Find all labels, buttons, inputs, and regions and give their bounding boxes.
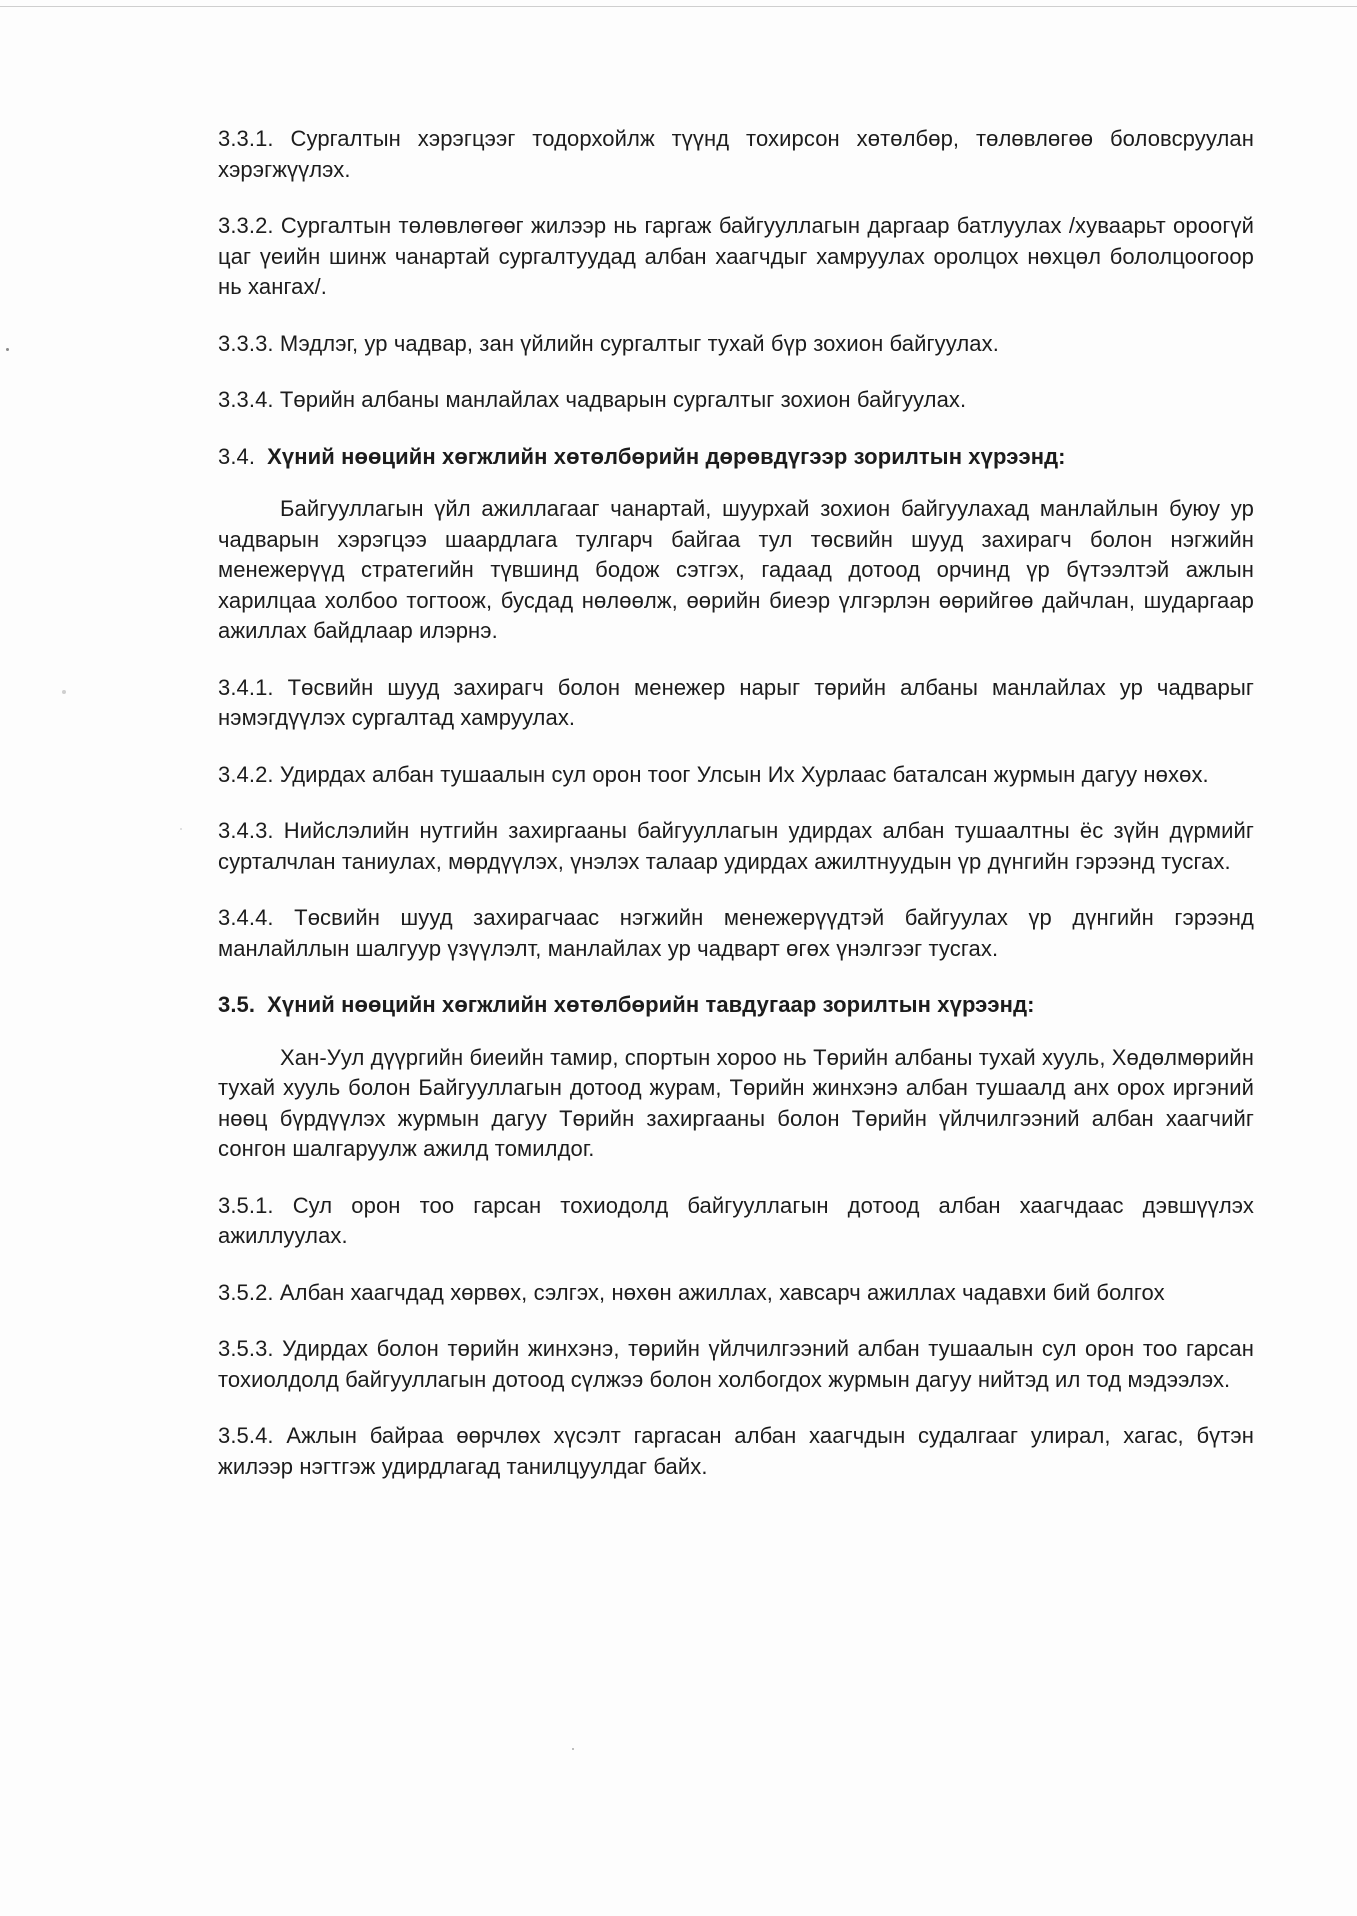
paragraph-3-5-1: 3.5.1. Сул орон тоо гарсан тохиодолд байгууллагын дотоод албан хаагчдаас дэвшүүлэх ажиллуулах. [218,1192,1254,1248]
paragraph-3-5-4: 3.5.4. Ажлын байраа өөрчлөх хүсэлт гаргасан албан хаагчдын судалгааг улирал, хагас, бүтэн жилээр нэгтгэж удирдлагад танилцуулдаг байх. [218,1423,1254,1479]
scan-speck [572,1748,574,1750]
paragraph-3-4-intro: Байгууллагын үйл ажиллагааг чанартай, шуурхай зохион байгуулахад манлайлын буюу ур чадварын хэрэгцээ шаардлага тулгарч байгаа тул төсвийн шууд захирагч болон нэгжийн менежерүүд стратегийн түвшинд бодож сэтгэх, гадаад дотоод орчинд үр бүтээлтэй ажлын харилцаа холбоо тогтоож, бусдад нөлөөлж, өөрийн биеэр үлгэрлэн өөрийгөө дайчлан, шударгаар ажиллах байдлаар илэрнэ. [218,496,1254,643]
paragraph-3-4-4: 3.4.4. Төсвийн шууд захирагчаас нэгжийн менежерүүдтэй байгуулах үр дүнгийн гэрээнд манлайллын шалгуур үзүүлэлт, манлайлах ур чадварт өгөх үнэлгээг тусгах. [218,905,1254,961]
paragraph-3-5-intro: Хан-Уул дүүргийн биеийн тамир, спортын хороо нь Төрийн албаны тухай хууль, Хөдөлмөрийн тухай хууль болон Байгууллагын дотоод журам, Төрийн жинхэнэ албан тушаалд анх орох иргэний нөөц бүрдүүлэх журмын дагуу Төрийн захиргааны болон Төрийн үйлчилгээний албан хаагчийг сонгон шалгаруулж ажилд томилдог. [218,1044,1254,1161]
scan-speck [180,828,182,830]
paragraph-3-5-2: 3.5.2. Албан хаагчдад хөрвөх, сэлгэх, нөхөн ажиллах, хавсарч ажиллах чадавхи бий болгох [218,1279,1165,1305]
scan-speck [6,348,9,351]
section-title: Хүний нөөцийн хөгжлийн хөтөлбөрийн дөрөвдүгээр зорилтын хүрээнд: [267,443,1066,469]
paragraph-3-4-1: 3.4.1. Төсвийн шууд захирагч болон менежер нарыг төрийн албаны манлайлах ур чадварыг нэмэгдүүлэх сургалтад хамруулах. [218,674,1254,730]
section-title: Хүний нөөцийн хөгжлийн хөтөлбөрийн тавдугаар зорилтын хүрээнд: [267,992,1035,1017]
paragraph-3-5-3: 3.5.3. Удирдах болон төрийн жинхэнэ, төрийн үйлчилгээний албан тушаалын сул орон тоо гарсан тохиолдолд байгууллагын дотоод сүлжээ болон холбогдох журмын дагуу нийтэд ил тод мэдээлэх. [218,1336,1254,1392]
paragraph-3-3-3: 3.3.3. Мэдлэг, ур чадвар, зан үйлийн сургалтыг тухай бүр зохион байгуулах. [218,330,999,356]
paragraph-3-3-2: 3.3.2. Сургалтын төлөвлөгөөг жилээр нь гаргаж байгууллагын даргаар батлуулах /хуваарьт ороогүй цаг үеийн шинж чанартай сургалтуудад албан хаагчдыг хамруулах оролцох нөхцөл бололцоогоор нь хангах/. [218,213,1254,299]
paragraph-3-3-1: 3.3.1. Сургалтын хэрэгцээг тодорхойлж түүнд тохирсон хөтөлбөр, төлөвлөгөө боловсруулан хэрэгжүүлэх. [218,126,1254,182]
section-heading-3-4 [218,442,1254,473]
section-number: 3.4. [218,443,256,469]
section-number: 3.5. [218,992,256,1017]
paragraph-3-4-2: 3.4.2. Удирдах албан тушаалын сул орон тоог Улсын Их Хурлаас баталсан журмын дагуу нөхөх. [218,761,1209,787]
document-body [218,124,1254,1508]
scan-speck [62,690,66,694]
paragraph-3-3-4: 3.3.4. Төрийн албаны манлайлах чадварын сургалтыг зохион байгуулах. [218,387,967,412]
scan-edge-line [0,6,1357,7]
section-heading-3-5 [218,990,1254,1021]
paragraph-3-4-3: 3.4.3. Нийслэлийн нутгийн захиргааны байгууллагын удирдах албан тушаалтны ёс зүйн дүрмийг сурталчлан таниулах, мөрдүүлэх, үнэлэх талаар удирдах ажилтнуудын үр дүнгийн гэрээнд тусгах. [218,818,1254,874]
